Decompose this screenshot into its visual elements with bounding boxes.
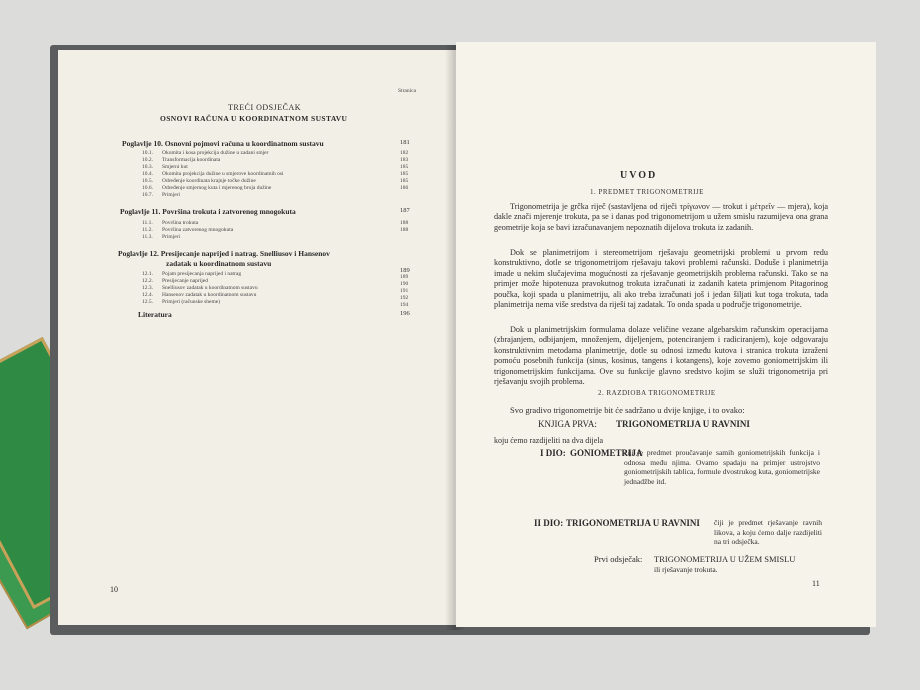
chapter-page: 189 bbox=[400, 267, 410, 274]
toc-num: 12.1. bbox=[142, 271, 153, 277]
toc-page: 183 bbox=[400, 157, 409, 163]
toc-num: 10.6. bbox=[142, 185, 153, 191]
toc-text: Transformacija koordinata bbox=[162, 157, 221, 163]
toc-text: Površina trokuta bbox=[162, 220, 199, 226]
uvod-heading: UVOD bbox=[620, 170, 658, 181]
odsjecak-description: ili rješavanje trokuta. bbox=[654, 565, 718, 574]
toc-text: Presijecanje naprijed bbox=[162, 278, 208, 284]
toc-text: Okomita i kosa projekcija dužine u zadani smjer bbox=[162, 150, 269, 156]
toc-page: 188 bbox=[400, 220, 409, 226]
dio2-title: TRIGONOMETRIJA U RAVNINI bbox=[566, 518, 700, 528]
paragraph-1: Trigonometrija je grčka riječ (sastavljena od riječi τρίγωνον — trokut i μέτρεῖν — mjera), koja dakle znači mjerenje trokuta, pa se i danas pod trigonometrijom u užem smislu razumijeva ona grana geometrije koja se bavi izračunavanjem nepoznatih dijelova trokuta iz zadanih. bbox=[494, 202, 828, 232]
right-page bbox=[456, 42, 876, 627]
toc-num: 11.1. bbox=[142, 220, 153, 226]
toc-num: 10.2. bbox=[142, 157, 153, 163]
section-title: TREĆI ODSJEČAK bbox=[228, 103, 302, 112]
toc-num: 11.3. bbox=[142, 234, 153, 240]
dio1-label: I DIO: bbox=[540, 448, 566, 458]
page-number-right: 11 bbox=[812, 579, 820, 588]
toc-page: 188 bbox=[400, 227, 409, 233]
section-subtitle: OSNOVI RAČUNA U KOORDINATNOM SUSTAVU bbox=[160, 114, 348, 123]
dio2-label: II DIO: bbox=[534, 518, 564, 528]
toc-text: Primjeri bbox=[162, 192, 181, 198]
toc-text: Određenje smjernog kuta i mjerenog broja dužine bbox=[162, 185, 272, 191]
section-heading-1: 1. PREDMET TRIGONOMETRIJE bbox=[590, 188, 704, 196]
toc-num: 12.2. bbox=[142, 278, 153, 284]
toc-num: 10.1. bbox=[142, 150, 153, 156]
book1-label: KNJIGA PRVA: bbox=[538, 419, 597, 429]
toc-num: 12.4. bbox=[142, 292, 153, 298]
toc-num: 12.3. bbox=[142, 285, 153, 291]
toc-text: Smjerni kut bbox=[162, 164, 188, 170]
left-page bbox=[58, 50, 456, 625]
odsjecak-title: TRIGONOMETRIJA U UŽEM SMISLU bbox=[654, 554, 796, 564]
toc-page: 185 bbox=[400, 164, 409, 170]
literatura-label: Literatura bbox=[138, 310, 172, 319]
toc-text: Površina zatvorenog mnogokuta bbox=[162, 227, 234, 233]
toc-page: 194 bbox=[400, 302, 409, 308]
chapter-title: Poglavlje 11. Površina trokuta i zatvorenog mnogokuta bbox=[120, 207, 296, 216]
toc-page: 190 bbox=[400, 281, 409, 287]
toc-text: Snelliusov zadatak u koordinatnom sustavu bbox=[162, 285, 258, 291]
odsjecak-label: Prvi odsječak: bbox=[594, 554, 643, 564]
paragraph-5: koju ćemo razdijeliti na dva dijela bbox=[494, 436, 604, 445]
literatura-page: 196 bbox=[400, 310, 410, 317]
chapter-page: 181 bbox=[400, 139, 410, 146]
chapter-title: Poglavlje 10. Osnovni pojmovi računa u koordinatnom sustavu bbox=[122, 139, 324, 148]
toc-num: 10.4. bbox=[142, 171, 153, 177]
toc-text: Pojam presijecanja naprijed i natrag bbox=[162, 271, 242, 277]
paragraph-4: Svo gradivo trigonometrije bit će sadržano u dvije knjige, i to ovako: bbox=[510, 405, 745, 415]
toc-text: Određenje koordinata krajnje točke dužine bbox=[162, 178, 256, 184]
toc-text: Primjeri (računske sheme) bbox=[162, 299, 221, 305]
toc-page: 192 bbox=[400, 295, 409, 301]
toc-page: 186 bbox=[400, 185, 409, 191]
paragraph-2: Dok se planimetrijom i stereometrijom rješavaju geometrijski problemi u prvom redu konstruktivno, dotle se trigonometrijom rješavaju takovi problemi računski. Doduše i planimetrija imade u nekim slučajevima mogućnosti za rješavanje geometrijskih problema računski. Tako se na primjer može hipotenuza pravokutnog trokuta izračunati iz zadanih kateta primjenom Pitagorinog poučka, koji spada u planimetriju, ali ako treba izračunati još i jedan šiljati kut toga trokuta, tada planimetrija nema više sredstva da riješi taj zadatak. To onda spada u područje trigonometrije. bbox=[494, 248, 828, 310]
dio1-description: čiji je predmet proučavanje samih goniometrijskih funkcija i odnosa među njima. Ovamo spadaju na primjer ustrojstvo goniometrijskih tablica, formule dvostrukog kuta, goniometrijske jednadžbe itd. bbox=[624, 448, 821, 486]
toc-num: 10.5. bbox=[142, 178, 153, 184]
section-heading-2: 2. RAZDIOBA TRIGONOMETRIJE bbox=[598, 389, 716, 397]
toc-num: 10.7. bbox=[142, 192, 153, 198]
chapter-title: Poglavlje 12. Presijecanje naprijed i natrag. Snelliusov i Hansenov bbox=[118, 249, 330, 258]
toc-text: Okomita projekcija dužine u smjerove koordinatnih osi bbox=[162, 171, 284, 177]
chapter-title-line2: zadatak u koordinatnom sustavu bbox=[166, 259, 272, 268]
toc-page: 182 bbox=[400, 150, 409, 156]
paragraph-3: Dok u planimetrijskim formulama dolaze veličine vezane algebarskim računskim operacijama (zbrajanjem, odbijanjem, množenjem, dijeljenjem, potenciranjem i radiciranjem), koje odgovaraju konstruktivnim metodama planimetrije, dotle su odnosi između kutova i stranica trokuta izraženi pomoću posebnih funkcija (sinus, kosinus, tangens i kotangens), koje zovemo goniometrijskim ili trigonometrijskim funkcijama. Ove su funkcije glavno sredstvo kojim se služi trigonometrija pri rješavanju svojih problema. bbox=[494, 325, 828, 387]
page-number-left: 10 bbox=[110, 585, 118, 594]
toc-text: Hansenov zadatak u koordinatnom sustavu bbox=[162, 292, 257, 298]
toc-num: 12.5. bbox=[142, 299, 153, 305]
toc-page: 191 bbox=[400, 288, 409, 294]
book1-title: TRIGONOMETRIJA U RAVNINI bbox=[616, 419, 750, 429]
toc-page: 189 bbox=[400, 274, 409, 280]
toc-num: 10.3. bbox=[142, 164, 153, 170]
dio1-title: GONIOMETRIJA bbox=[570, 448, 643, 458]
toc-num: 11.2. bbox=[142, 227, 153, 233]
toc-page: 185 bbox=[400, 171, 409, 177]
stranica-label: Stranica bbox=[398, 88, 417, 94]
chapter-page: 187 bbox=[400, 207, 410, 214]
dio2-description: čiji je predmet rješavanje ravnih likova, a koju ćemo dalje razdijeliti na tri odsječka. bbox=[714, 518, 822, 547]
toc-page: 185 bbox=[400, 178, 409, 184]
toc-text: Primjeri bbox=[162, 234, 181, 240]
